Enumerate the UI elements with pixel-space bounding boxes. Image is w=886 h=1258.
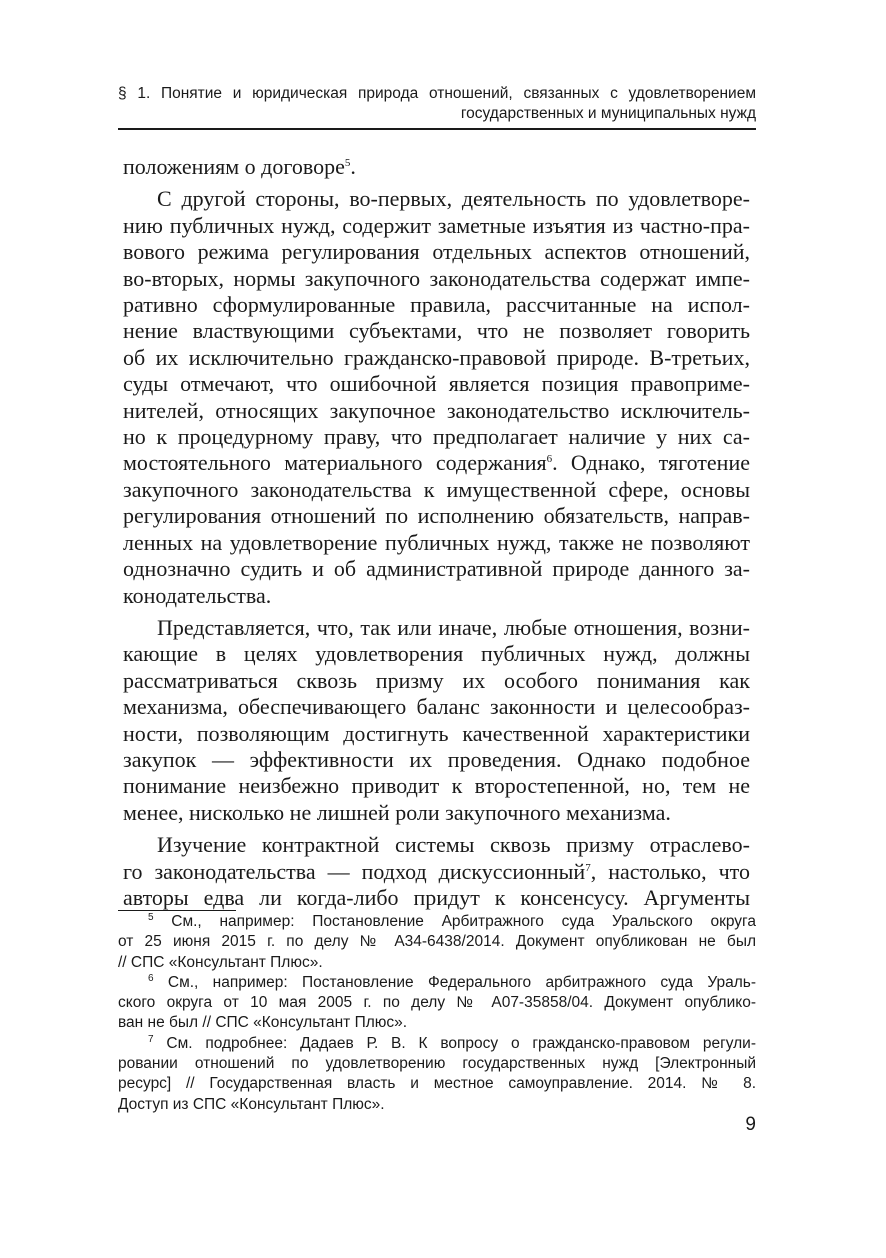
text-fragment: мостоятельного материального содержания	[123, 450, 547, 476]
footnote-number: 7	[148, 1033, 154, 1045]
paragraph-1	[123, 154, 750, 180]
text-fragment: . Однако, тяготение	[552, 450, 750, 476]
main-text	[123, 154, 750, 911]
text-line: регулирования отношений по исполнению обязательств, направ-	[123, 503, 750, 529]
text-line: вового режима регулирования отдельных аспектов отношений,	[123, 239, 750, 265]
text-line: ративно сформулированные правила, рассчитанные на испол-	[123, 292, 750, 318]
text-line: С другой стороны, во-первых, деятельность по удовлетворе-	[157, 186, 750, 212]
text-fragment: го законодательства — подход дискуссионный	[123, 858, 586, 884]
text-line	[123, 450, 750, 476]
footnote-ref-6: 6	[546, 453, 553, 466]
footnote-text: См., например: Постановление Федерального арбитражного суда Ураль-	[153, 973, 756, 991]
text-line: об их исключительно гражданско-правовой природе. В-третьих,	[123, 344, 750, 370]
text-line: во-вторых, нормы закупочного законодательства содержат импе-	[123, 265, 750, 291]
footnote-7	[118, 1034, 756, 1115]
footnote-line: // СПС «Консультант Плюс».	[118, 953, 323, 971]
text-line: рассматриваться сквозь призму их особого понимания как	[123, 667, 750, 693]
page-number: 9	[745, 1114, 756, 1135]
text-line: кающие в целях удовлетворения публичных нужд, должны	[123, 641, 750, 667]
text-line: механизма, обеспечивающего баланс законности и целесообраз-	[123, 694, 750, 720]
paragraph-3	[123, 615, 750, 826]
text-line: Представляется, что, так или иначе, любые отношения, возни-	[157, 614, 750, 640]
text-fragment: , настолько, что	[590, 858, 750, 884]
footnote-line: ван не был // СПС «Консультант Плюс».	[118, 1014, 408, 1032]
footnote-line	[118, 1034, 756, 1054]
text-line: нителей, относящих закупочное законодательство исключитель-	[123, 397, 750, 423]
text-line: понимание неизбежно приводит к второстепенной, но, тем не	[123, 773, 750, 799]
footnote-separator	[118, 910, 236, 911]
footnote-text: См., например: Постановление Арбитражного суда Уральского округа	[153, 913, 756, 930]
footnote-ref-5: 5	[344, 157, 351, 169]
paragraph-2	[123, 186, 750, 609]
footnotes	[118, 912, 756, 1115]
text-line: авторы едва ли когда-либо придут к консенсусу. Аргументы	[123, 884, 750, 910]
paragraph-1-text: положениям о договоре	[123, 154, 345, 179]
footnote-line: ского округа от 10 мая 2005 г. по делу № А07-35858/04. Документ опублико-	[118, 994, 756, 1012]
footnote-number: 6	[148, 972, 154, 984]
text-line: но к процедурному праву, что предполагает наличие у них са-	[123, 424, 750, 450]
text-line: конодательства.	[123, 582, 272, 608]
footnote-text: См. подробнее: Дадаев Р. В. К вопросу о гражданско-правовом регули-	[153, 1034, 756, 1052]
paragraph-1-tail: .	[350, 154, 356, 179]
footnote-6	[118, 973, 756, 1034]
footnote-line: ровании отношений по удовлетворению государственных нужд [Электронный	[118, 1055, 756, 1073]
text-line: закупок — эффективности их проведения. Однако подобное	[123, 746, 750, 772]
footnote-5	[118, 912, 756, 973]
footnote-line	[118, 912, 756, 932]
footnote-line: Доступ из СПС «Консультант Плюс».	[118, 1095, 385, 1113]
text-line: нию публичных нужд, содержит заметные изъятия из частно-пра-	[123, 212, 750, 238]
text-line: ности, позволяющим достигнуть качественной характеристики	[123, 720, 750, 746]
text-line: менее, нисколько не лишней роли закупочного механизма.	[123, 799, 671, 825]
footnote-line: от 25 июня 2015 г. по делу № А34-6438/2014. Документ опубликован не был	[118, 933, 756, 951]
text-line: закупочного законодательства к имущественной сфере, основы	[123, 476, 750, 502]
text-line: нение властвующими субъектами, что не позволяет говорить	[123, 318, 750, 344]
footnote-line	[118, 973, 756, 993]
footnote-ref-7: 7	[585, 861, 591, 874]
footnote-line: ресурс] // Государственная власть и местное самоуправление. 2014. № 8.	[118, 1075, 756, 1093]
paragraph-4	[123, 832, 750, 911]
text-line	[123, 859, 750, 885]
footnote-number: 5	[148, 912, 154, 923]
text-line: ленных на удовлетворение публичных нужд, также не позволяют	[123, 529, 750, 555]
text-line: суды отмечают, что ошибочной является позиция правоприме-	[123, 371, 750, 397]
text-line: однозначно судить и об административной природе данного за-	[123, 556, 750, 582]
running-header-line-2: государственных и муниципальных нужд	[460, 105, 756, 122]
running-header	[118, 84, 756, 124]
text-line: Изучение контрактной системы сквозь призму отраслево-	[157, 832, 750, 858]
header-rule	[118, 128, 756, 130]
running-header-line-1: § 1. Понятие и юридическая природа отношений, связанных с удовлетворением	[118, 85, 756, 102]
